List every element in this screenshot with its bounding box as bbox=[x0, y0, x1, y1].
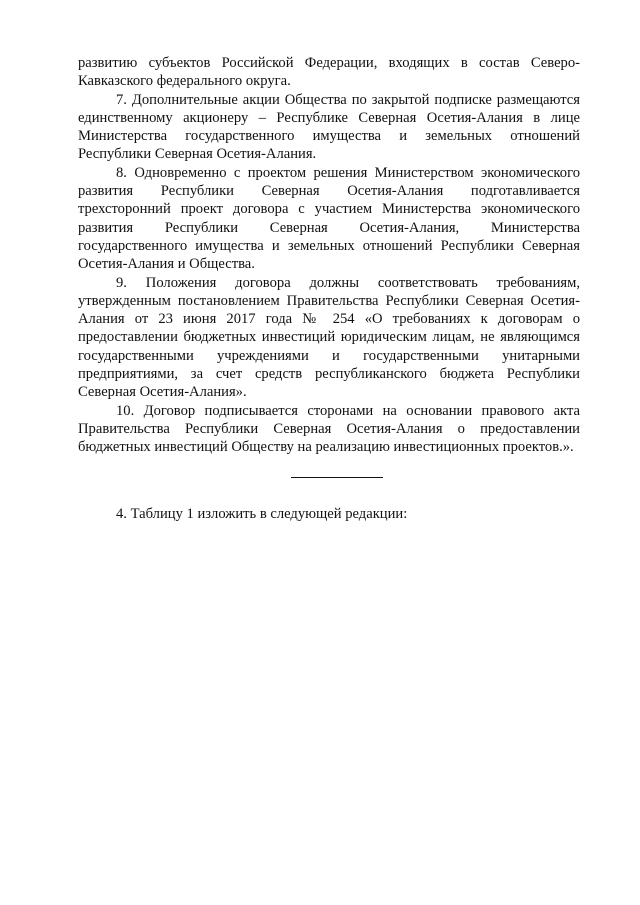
paragraph-item-10: 10. Договор подписывается сторонами на основании правового акта Правительства Республики Северная Осетия-Алания о предоставлении бюджетных инвестиций Обществу на реализацию инвестиционных проектов.». bbox=[78, 402, 580, 456]
section-divider bbox=[291, 477, 383, 478]
document-page bbox=[78, 54, 580, 523]
paragraph-item-8: 8. Одновременно с проектом решения Министерством экономического развития Республики Северная Осетия-Алания подготавливается трехсторонний проект договора с участием Министерства экономического развития Республики Северная Осетия-Алания, Министерства государственного имущества и земельных отношений Республики Северная Осетия-Алания и Общества. bbox=[78, 164, 580, 273]
paragraph-item-7: 7. Дополнительные акции Общества по закрытой подписке размещаются единственному акционеру – Республике Северная Осетия-Алания в лице Министерства государственного имущества и земельных отношений Республики Северная Осетия-Алания. bbox=[78, 91, 580, 163]
paragraph-continuation: развитию субъектов Российской Федерации, входящих в состав Северо-Кавказского федерального округа. bbox=[78, 55, 580, 90]
paragraph-item-9: 9. Положения договора должны соответствовать требованиям, утвержденным постановлением Правительства Республики Северная Осетия-Алания от 23 июня 2017 года № 254 «О требованиях к договорам о предоставлении бюджетных инвестиций юридическим лицам, не являющимся государственными учреждениями и государственными унитарными предприятиями, за счет средств республиканского бюджета Республики Северная Осетия-Алания». bbox=[78, 274, 580, 401]
paragraph-item-4-table: 4. Таблицу 1 изложить в следующей редакции: bbox=[116, 505, 408, 522]
